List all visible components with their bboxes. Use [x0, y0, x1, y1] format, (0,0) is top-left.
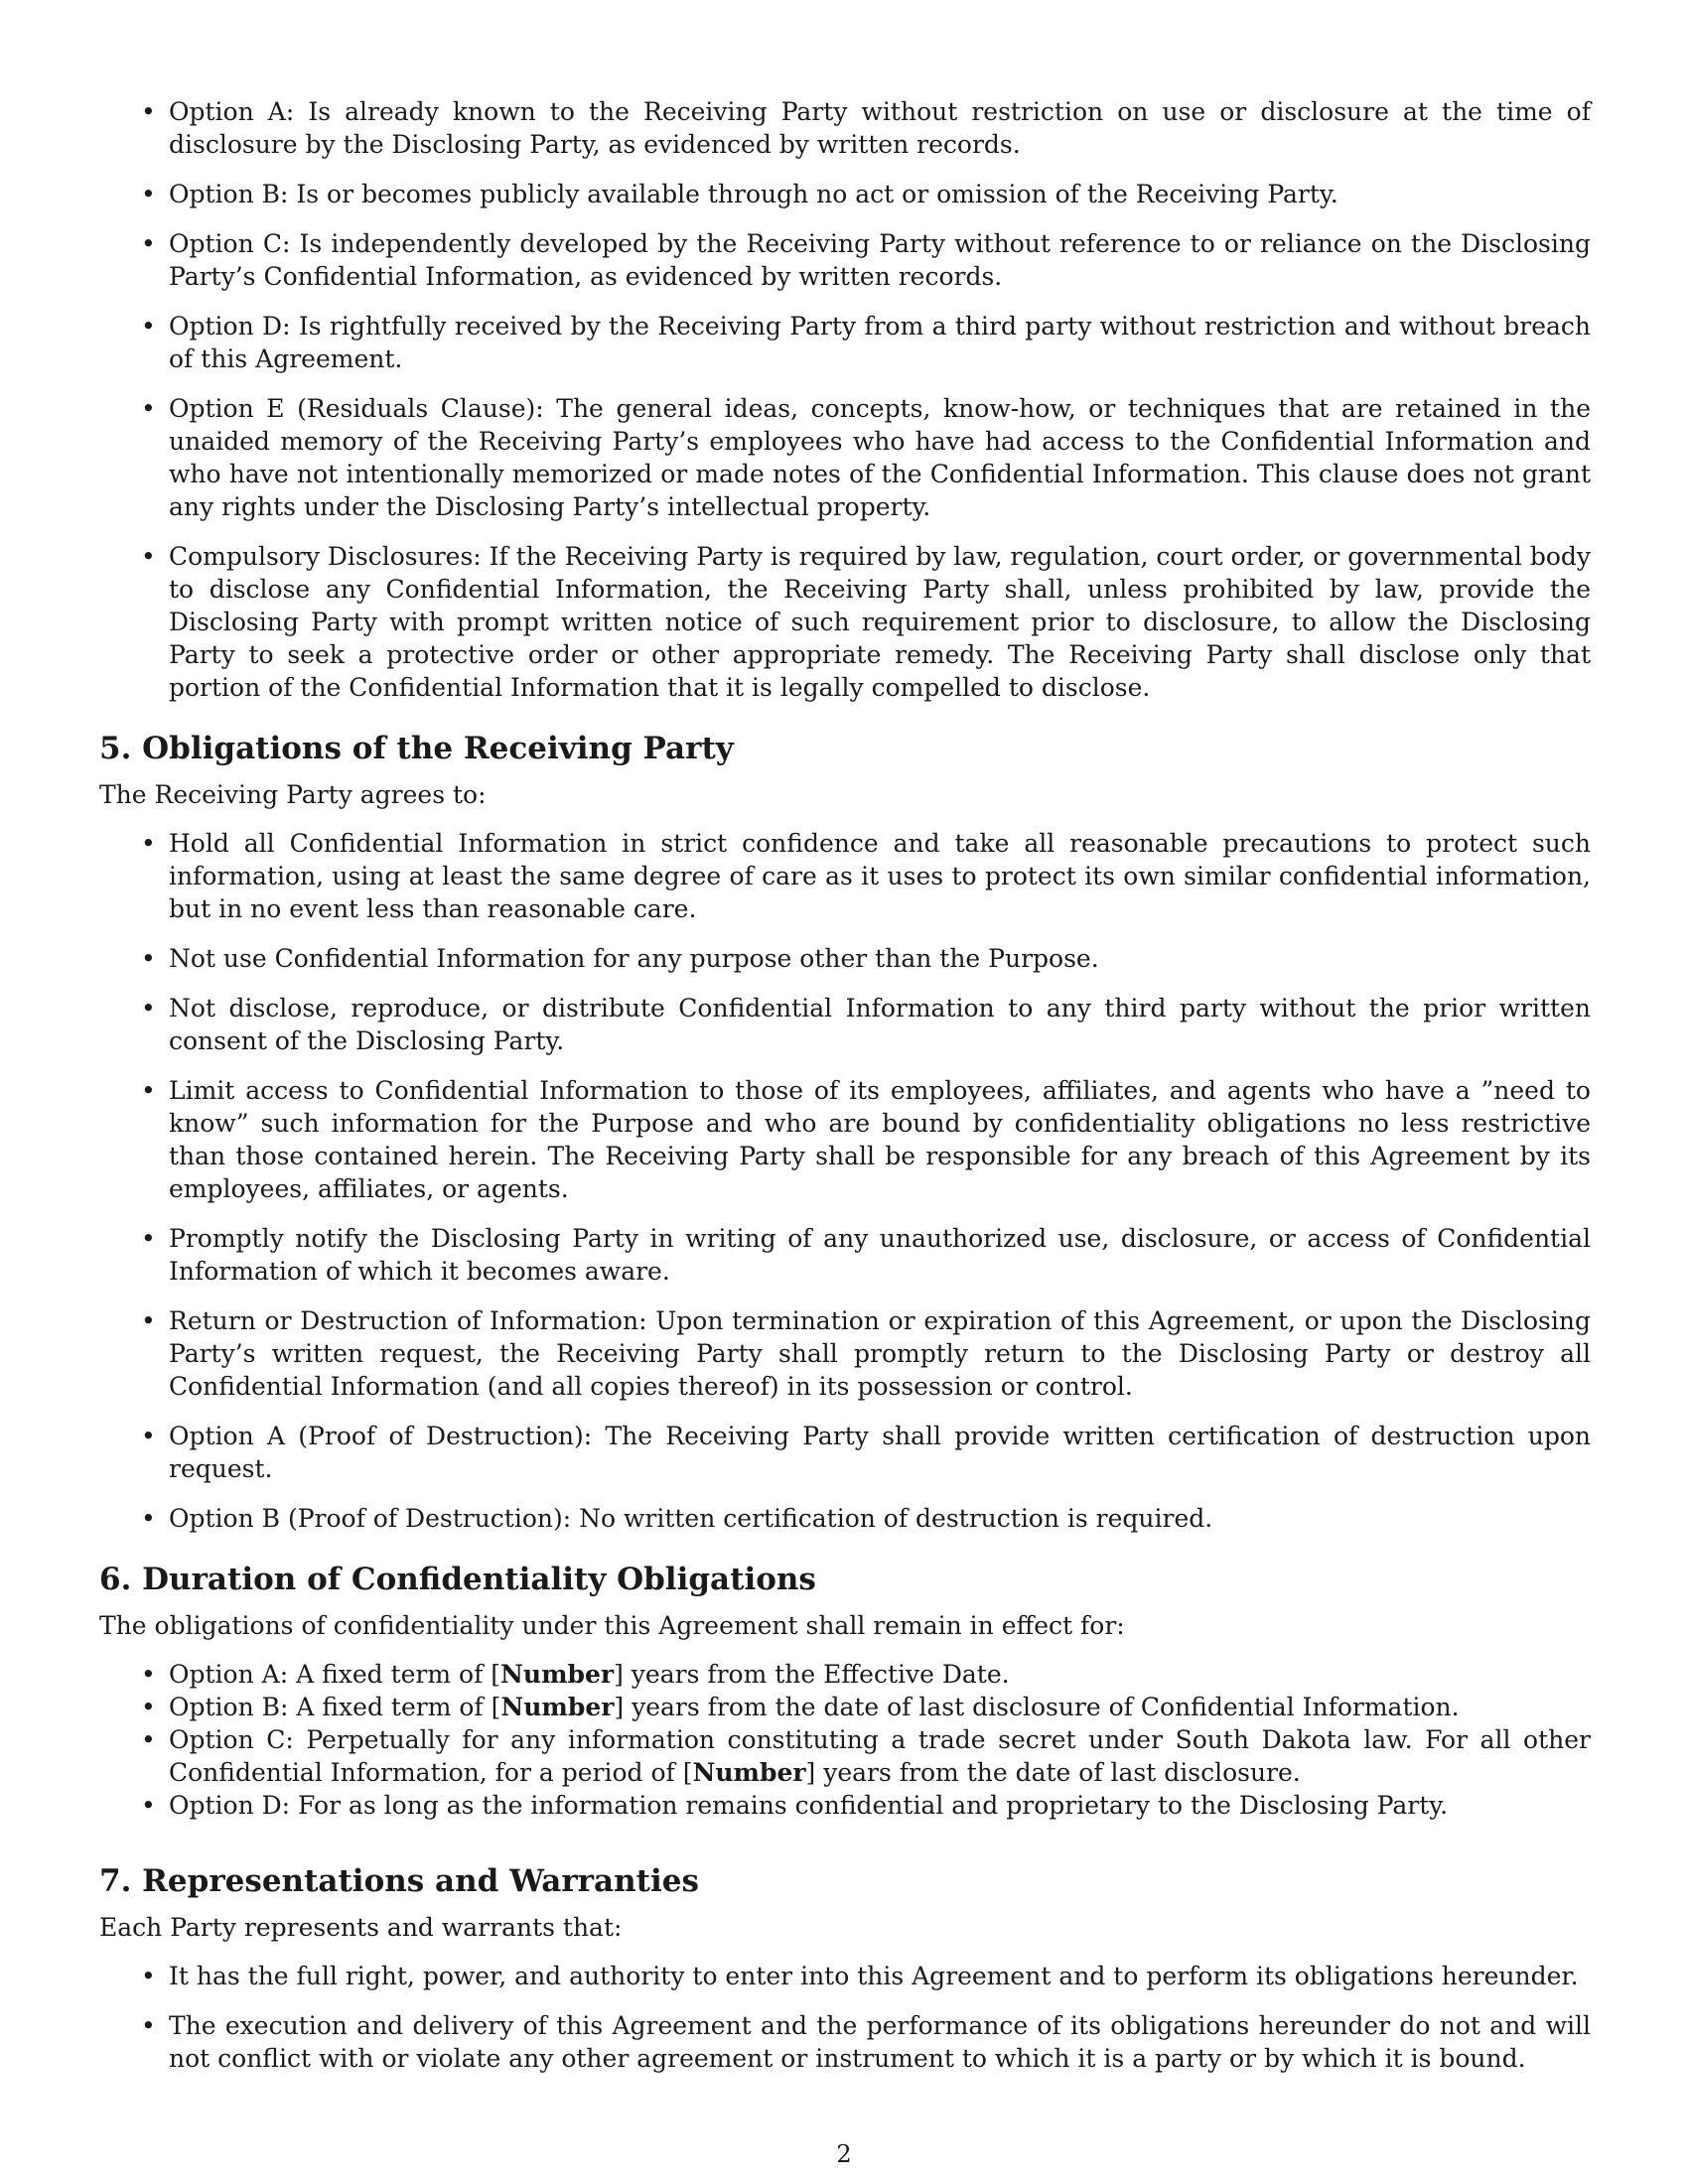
option-text: ] years from the date of last disclosure of Confidential Information. — [614, 1693, 1460, 1721]
list-item — [169, 1723, 1591, 1789]
section6-intro: The obligations of confidentiality under this Agreement shall remain in effect for: — [99, 1611, 1125, 1640]
list-item: • Option D: Is rightfully received by the Receiving Party from a third party without restriction and without breach of this Agreement. — [169, 310, 1591, 375]
option-text: ] years from the date of last disclosure. — [805, 1758, 1301, 1787]
section7-heading: 7. Representations and Warranties — [99, 1863, 699, 1899]
list-item: • Option B (Proof of Destruction): No written certification of destruction is required. — [169, 1502, 1591, 1535]
list-item: • Option C: Is independently developed by the Receiving Party without reference to or reliance on the Disclosing Party’s Confidential Information, as evidenced by written records. — [169, 227, 1591, 293]
list-item: • Hold all Confidential Information in strict confidence and take all reasonable precautions to protect such information, using at least the same degree of care as it uses to protect its own similar confidential information, but in no event less than reasonable care. — [169, 827, 1591, 925]
list-item — [169, 1658, 1591, 1691]
option-text: Option C: Perpetually for any information constituting a trade secret under South Dakota law. For all other Confidential Information, for a period of [ — [169, 1725, 1591, 1787]
page-number: 2 — [836, 2140, 852, 2168]
document-page — [99, 95, 1591, 2092]
list-item: • Not use Confidential Information for any purpose other than the Purpose. — [169, 942, 1591, 975]
list-item: • Option D: For as long as the information remains confidential and proprietary to the Disclosing Party. — [169, 1789, 1591, 1822]
list-item: • Option A: Is already known to the Receiving Party without restriction on use or disclosure at the time of disclosure by the Disclosing Party, as evidenced by written records. — [169, 95, 1591, 161]
list-item: • Option A (Proof of Destruction): The Receiving Party shall provide written certification of destruction upon request. — [169, 1420, 1591, 1485]
option-text: ] years from the Effective Date. — [614, 1660, 1010, 1689]
section5-intro: The Receiving Party agrees to: — [99, 780, 487, 809]
list-item: • Return or Destruction of Information: Upon termination or expiration of this Agreement, or upon the Disclosing Party’s written request, the Receiving Party shall promptly return to the Disclosing Party or destroy all Confidential Information (and all copies thereof) in its possession or control. — [169, 1304, 1591, 1403]
section7-intro: Each Party represents and warrants that: — [99, 1913, 623, 1942]
list-item: • The execution and delivery of this Agreement and the performance of its obligations hereunder do not and will not conflict with or violate any other agreement or instrument to which it is a party or by which it is bound. — [169, 2009, 1591, 2075]
list-item: • Option B: Is or becomes publicly available through no act or omission of the Receiving Party. — [169, 178, 1591, 210]
list-item — [169, 1691, 1591, 1723]
list-item: • Compulsory Disclosures: If the Receiving Party is required by law, regulation, court order, or governmental body to disclose any Confidential Information, the Receiving Party shall, unless prohibited by law, provide the Disclosing Party with prompt written notice of such requirement prior to disclosure, to allow the Disclosing Party to seek a protective order or other appropriate remedy. The Receiving Party shall disclose only that portion of the Confidential Information that it is legally compelled to disclose. — [169, 540, 1591, 704]
number-placeholder: Number — [500, 1660, 615, 1689]
list-item: • It has the full right, power, and authority to enter into this Agreement and to perform its obligations hereunder. — [169, 1960, 1591, 1992]
option-text: Option A: A fixed term of [ — [169, 1660, 501, 1689]
section6-duration-list — [99, 1658, 1591, 1822]
list-item: • Not disclose, reproduce, or distribute Confidential Information to any third party without the prior written consent of the Disclosing Party. — [169, 992, 1591, 1057]
number-placeholder: Number — [692, 1758, 806, 1787]
option-text: Option B: A fixed term of [ — [169, 1693, 501, 1721]
list-item: • Promptly notify the Disclosing Party in writing of any unauthorized use, disclosure, or access of Confidential Information of which it becomes aware. — [169, 1222, 1591, 1288]
section6-heading: 6. Duration of Confidentiality Obligations — [99, 1562, 816, 1597]
number-placeholder: Number — [500, 1693, 615, 1721]
section5-obligations-list — [99, 827, 1591, 1535]
list-item: • Option E (Residuals Clause): The general ideas, concepts, know-how, or techniques that are retained in the unaided memory of the Receiving Party’s employees who have had access to the Confidential Information and who have not intentionally memorized or made notes of the Confidential Information. This clause does not grant any rights under the Disclosing Party’s intellectual property. — [169, 392, 1591, 523]
list-item: • Limit access to Confidential Information to those of its employees, affiliates, and agents who have a ”need to know” such information for the Purpose and who are bound by confidentiality obligations no less restrictive than those contained herein. The Receiving Party shall be responsible for any breach of this Agreement by its employees, affiliates, or agents. — [169, 1074, 1591, 1205]
section4-exclusions-list — [99, 95, 1591, 704]
section7-warranties-list — [99, 1960, 1591, 2075]
section5-heading: 5. Obligations of the Receiving Party — [99, 731, 734, 766]
